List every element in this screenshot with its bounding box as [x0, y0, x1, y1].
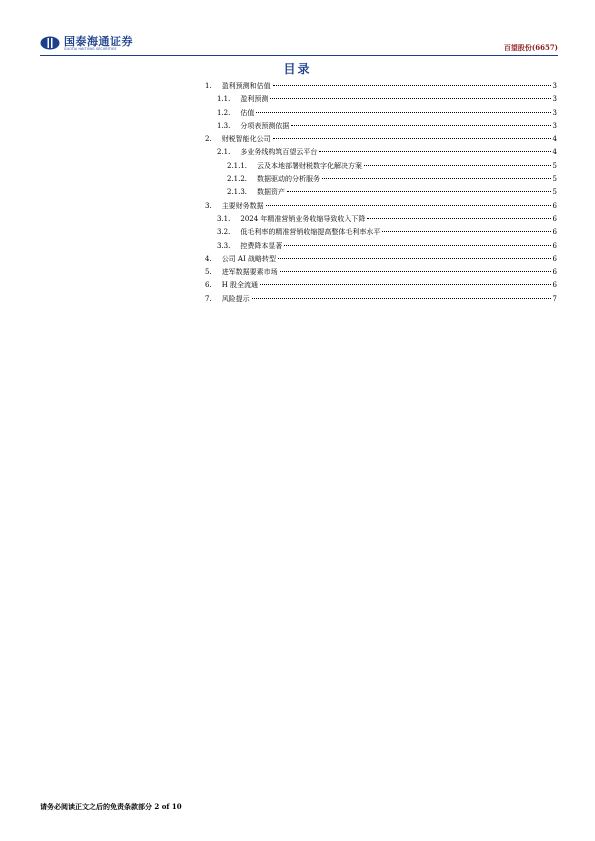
toc-entry[interactable] [205, 279, 557, 292]
toc-entry-number: 1.3. [217, 121, 231, 130]
toc-entry-page: 3 [552, 121, 557, 130]
toc-entry-label: 公司 AI 战略转型 [221, 254, 276, 263]
toc-dot-leader [364, 165, 550, 166]
toc-entry[interactable] [205, 120, 557, 133]
toc-entry-page: 6 [552, 214, 557, 223]
toc-dot-leader [252, 298, 551, 299]
toc-entry[interactable] [205, 226, 557, 239]
toc-entry-label: 盈利预测 [240, 95, 269, 104]
toc-entry[interactable] [205, 160, 557, 173]
toc-entry[interactable] [205, 133, 557, 146]
toc-dot-leader [287, 191, 550, 192]
toc-entry[interactable] [205, 146, 557, 159]
toc-entry-page: 5 [552, 161, 557, 170]
toc-entry[interactable] [205, 173, 557, 186]
toc-entry[interactable] [205, 200, 557, 213]
toc-dot-leader [284, 245, 550, 246]
toc-entry-page: 6 [552, 281, 557, 290]
toc-entry-page: 5 [552, 175, 557, 184]
toc-entry-page: 3 [552, 82, 557, 90]
toc-entry-number: 2.1.1. [227, 161, 248, 170]
toc-entry-page: 6 [552, 241, 557, 250]
toc-entry-number: 3.3. [217, 241, 231, 250]
toc-dot-leader [291, 125, 550, 126]
toc-dot-leader [270, 98, 550, 99]
toc-entry-number: 1.1. [217, 95, 231, 104]
toc-dot-leader [256, 112, 550, 113]
toc-dot-leader [367, 218, 550, 219]
toc-entry[interactable] [205, 93, 557, 106]
toc-entry-label: 盈利预测和估值 [221, 82, 271, 90]
toc-entry-number: 3. [205, 201, 212, 210]
brand-logo [40, 36, 133, 56]
toc-entry-number: 7. [205, 294, 212, 303]
toc-entry-number: 2.1. [217, 148, 231, 157]
toc-entry-page: 7 [552, 294, 557, 303]
toc-entry-label: 分项表预测依据 [240, 121, 290, 130]
toc-dot-leader [266, 205, 551, 206]
toc-entry-page: 6 [552, 254, 557, 263]
toc-entry-page: 5 [552, 188, 557, 197]
toc-entry-label: 财税智能化公司 [221, 135, 271, 144]
toc-entry-label: 数据资产 [257, 188, 286, 197]
toc-dot-leader [260, 284, 551, 285]
toc-entry[interactable] [205, 253, 557, 266]
toc-title: 目录 [283, 62, 312, 76]
toc-entry-number: 4. [205, 254, 212, 263]
toc-dot-leader [322, 178, 550, 179]
toc-entry-label: 2024 年精准营销业务收缩导致收入下降 [240, 214, 366, 223]
toc-entry-number: 1. [205, 82, 212, 90]
toc-entry-page: 6 [552, 268, 557, 277]
page-footer: 请务必阅读正文之后的免责条款部分 2 of 10 [40, 802, 182, 811]
logo-icon [40, 36, 60, 50]
toc-entry[interactable] [205, 80, 557, 93]
header-divider [40, 55, 558, 56]
toc-entry[interactable] [205, 293, 557, 306]
toc-entry-number: 6. [205, 281, 212, 290]
toc-dot-leader [319, 151, 550, 152]
toc-entry-label: 多业务线构筑百望云平台 [240, 148, 318, 157]
toc-dot-leader [278, 258, 551, 259]
toc-entry-number: 2.1.2. [227, 175, 248, 184]
toc-entry-label: 云及本地部署财税数字化解决方案 [257, 161, 363, 170]
toc-entry-number: 5. [205, 268, 212, 277]
toc-entry-label: 估值 [240, 108, 255, 117]
toc-entry-number: 3.1. [217, 214, 231, 223]
toc-entry-label: H 股全流通 [221, 281, 259, 290]
toc-entry[interactable] [205, 107, 557, 120]
toc-entry-page: 6 [552, 228, 557, 237]
toc-entry-page: 6 [552, 201, 557, 210]
toc-dot-leader [382, 231, 550, 232]
toc-entry[interactable] [205, 266, 557, 279]
toc-entry-page: 3 [552, 95, 557, 104]
toc-entry-label: 低毛利率的精准营销收缩提高整体毛利率水平 [240, 228, 381, 237]
toc-entry-page: 4 [552, 148, 557, 157]
toc-entry-number: 1.2. [217, 108, 231, 117]
logo-name-en: GUOTAI HAITONG SECURITIES [64, 47, 117, 51]
toc-dot-leader [273, 138, 551, 139]
toc-entry-number: 2.1.3. [227, 188, 248, 197]
toc-entry[interactable] [205, 240, 557, 253]
toc-entry-page: 4 [552, 135, 557, 144]
company-name: 百望股份(6657) [503, 43, 558, 52]
toc-dot-leader [273, 85, 551, 86]
table-of-contents [205, 80, 557, 306]
toc-entry-page: 3 [552, 108, 557, 117]
toc-entry-label: 主要财务数据 [221, 201, 264, 210]
toc-entry-label: 数据驱动的分析服务 [257, 175, 321, 184]
logo-name: 国泰海通证券 [64, 35, 133, 48]
toc-entry[interactable] [205, 213, 557, 226]
toc-entry-label: 进军数据要素市场 [221, 268, 278, 277]
toc-entry-number: 3.2. [217, 228, 231, 237]
toc-entry-label: 控费降本显著 [240, 241, 283, 250]
toc-entry-number: 2. [205, 135, 212, 144]
toc-entry[interactable] [205, 186, 557, 199]
toc-entry-label: 风险提示 [221, 294, 250, 303]
toc-dot-leader [280, 271, 551, 272]
